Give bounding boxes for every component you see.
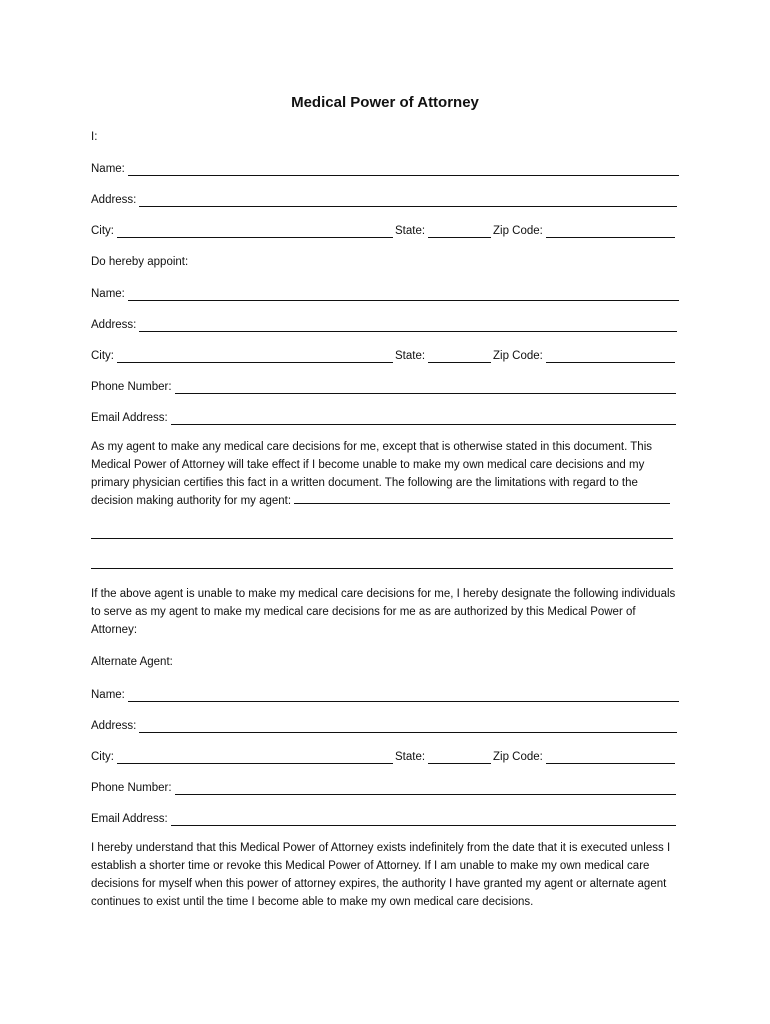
principal-city-line[interactable] (117, 225, 393, 238)
principal-name-label: Name: (91, 163, 125, 175)
agent-zip-label: Zip Code: (493, 350, 543, 362)
alternate-phone-label: Phone Number: (91, 782, 172, 794)
principal-state-field[interactable] (395, 222, 491, 238)
agent-state-label: State: (395, 350, 426, 362)
alternate-name-field[interactable] (91, 686, 679, 702)
principal-city-label: City: (91, 225, 114, 237)
alternate-phone-line[interactable] (175, 782, 676, 795)
agent-name-line[interactable] (128, 288, 679, 301)
agent-phone-field[interactable] (91, 378, 676, 394)
agent-zip-line[interactable] (546, 350, 675, 363)
principal-address-field[interactable] (91, 191, 677, 207)
principal-state-line[interactable] (428, 225, 491, 238)
agent-phone-line[interactable] (175, 381, 676, 394)
agent-zip-field[interactable] (493, 347, 675, 363)
alternate-zip-field[interactable] (493, 748, 675, 764)
agent-state-field[interactable] (395, 347, 491, 363)
agent-email-field[interactable] (91, 409, 676, 425)
principal-name-field[interactable] (91, 160, 679, 176)
alternate-city-label: City: (91, 751, 114, 763)
alternate-paragraph: If the above agent is unable to make my medical care decisions for me, I hereby designate the following individuals to serve as my agent to make my medical care decisions for me as are authorized by this Medical Power of Attorney: (91, 588, 676, 636)
intro-label: I: (91, 131, 98, 143)
agent-state-line[interactable] (428, 350, 491, 363)
agent-phone-label: Phone Number: (91, 381, 172, 393)
agent-city-line[interactable] (117, 350, 393, 363)
alternate-state-line[interactable] (428, 751, 491, 764)
agent-authority-text: As my agent to make any medical care decisions for me, except that is otherwise stated in this document. This Medical Power of Attorney will take effect if I become unable to make my own medical care decisions and my primary physician certifies this fact in a written document. The following are the limitations with regard to the decision making authority for my agent: (91, 441, 652, 507)
alternate-name-line[interactable] (128, 689, 679, 702)
principal-address-label: Address: (91, 194, 137, 206)
alternate-email-field[interactable] (91, 810, 676, 826)
agent-email-label: Email Address: (91, 412, 168, 424)
agent-authority-paragraph (91, 438, 681, 510)
agent-address-field[interactable] (91, 316, 677, 332)
agent-city-label: City: (91, 350, 114, 362)
alternate-email-line[interactable] (171, 813, 676, 826)
alternate-address-line[interactable] (139, 720, 677, 733)
limitations-line-1[interactable] (294, 492, 670, 504)
limitations-line-2[interactable] (91, 538, 673, 539)
document-title: Medical Power of Attorney (291, 94, 479, 111)
alternate-agent-label: Alternate Agent: (91, 656, 173, 668)
agent-address-label: Address: (91, 319, 137, 331)
alternate-address-field[interactable] (91, 717, 677, 733)
principal-city-field[interactable] (91, 222, 393, 238)
principal-name-line[interactable] (128, 163, 679, 176)
principal-state-label: State: (395, 225, 426, 237)
agent-address-line[interactable] (139, 319, 677, 332)
agent-name-label: Name: (91, 288, 125, 300)
alternate-zip-label: Zip Code: (493, 751, 543, 763)
appoint-label: Do hereby appoint: (91, 256, 189, 268)
alternate-city-line[interactable] (117, 751, 393, 764)
alternate-state-field[interactable] (395, 748, 491, 764)
alternate-address-label: Address: (91, 720, 137, 732)
principal-address-line[interactable] (139, 194, 677, 207)
principal-zip-label: Zip Code: (493, 225, 543, 237)
alternate-zip-line[interactable] (546, 751, 675, 764)
closing-paragraph: I hereby understand that this Medical Power of Attorney exists indefinitely from the date that it is executed unless I establish a shorter time or revoke this Medical Power of Attorney. If I am unable to make my own medical care decisions for myself when this power of attorney expires, the authority I have granted my agent or alternate agent continues to exist until the time I become able to make my own medical care decisions. (91, 842, 671, 908)
principal-zip-line[interactable] (546, 225, 675, 238)
agent-email-line[interactable] (171, 412, 676, 425)
alternate-name-label: Name: (91, 689, 125, 701)
alternate-state-label: State: (395, 751, 426, 763)
alternate-city-field[interactable] (91, 748, 393, 764)
alternate-email-label: Email Address: (91, 813, 168, 825)
principal-zip-field[interactable] (493, 222, 675, 238)
limitations-line-3[interactable] (91, 568, 673, 569)
agent-city-field[interactable] (91, 347, 393, 363)
alternate-phone-field[interactable] (91, 779, 676, 795)
agent-name-field[interactable] (91, 285, 679, 301)
